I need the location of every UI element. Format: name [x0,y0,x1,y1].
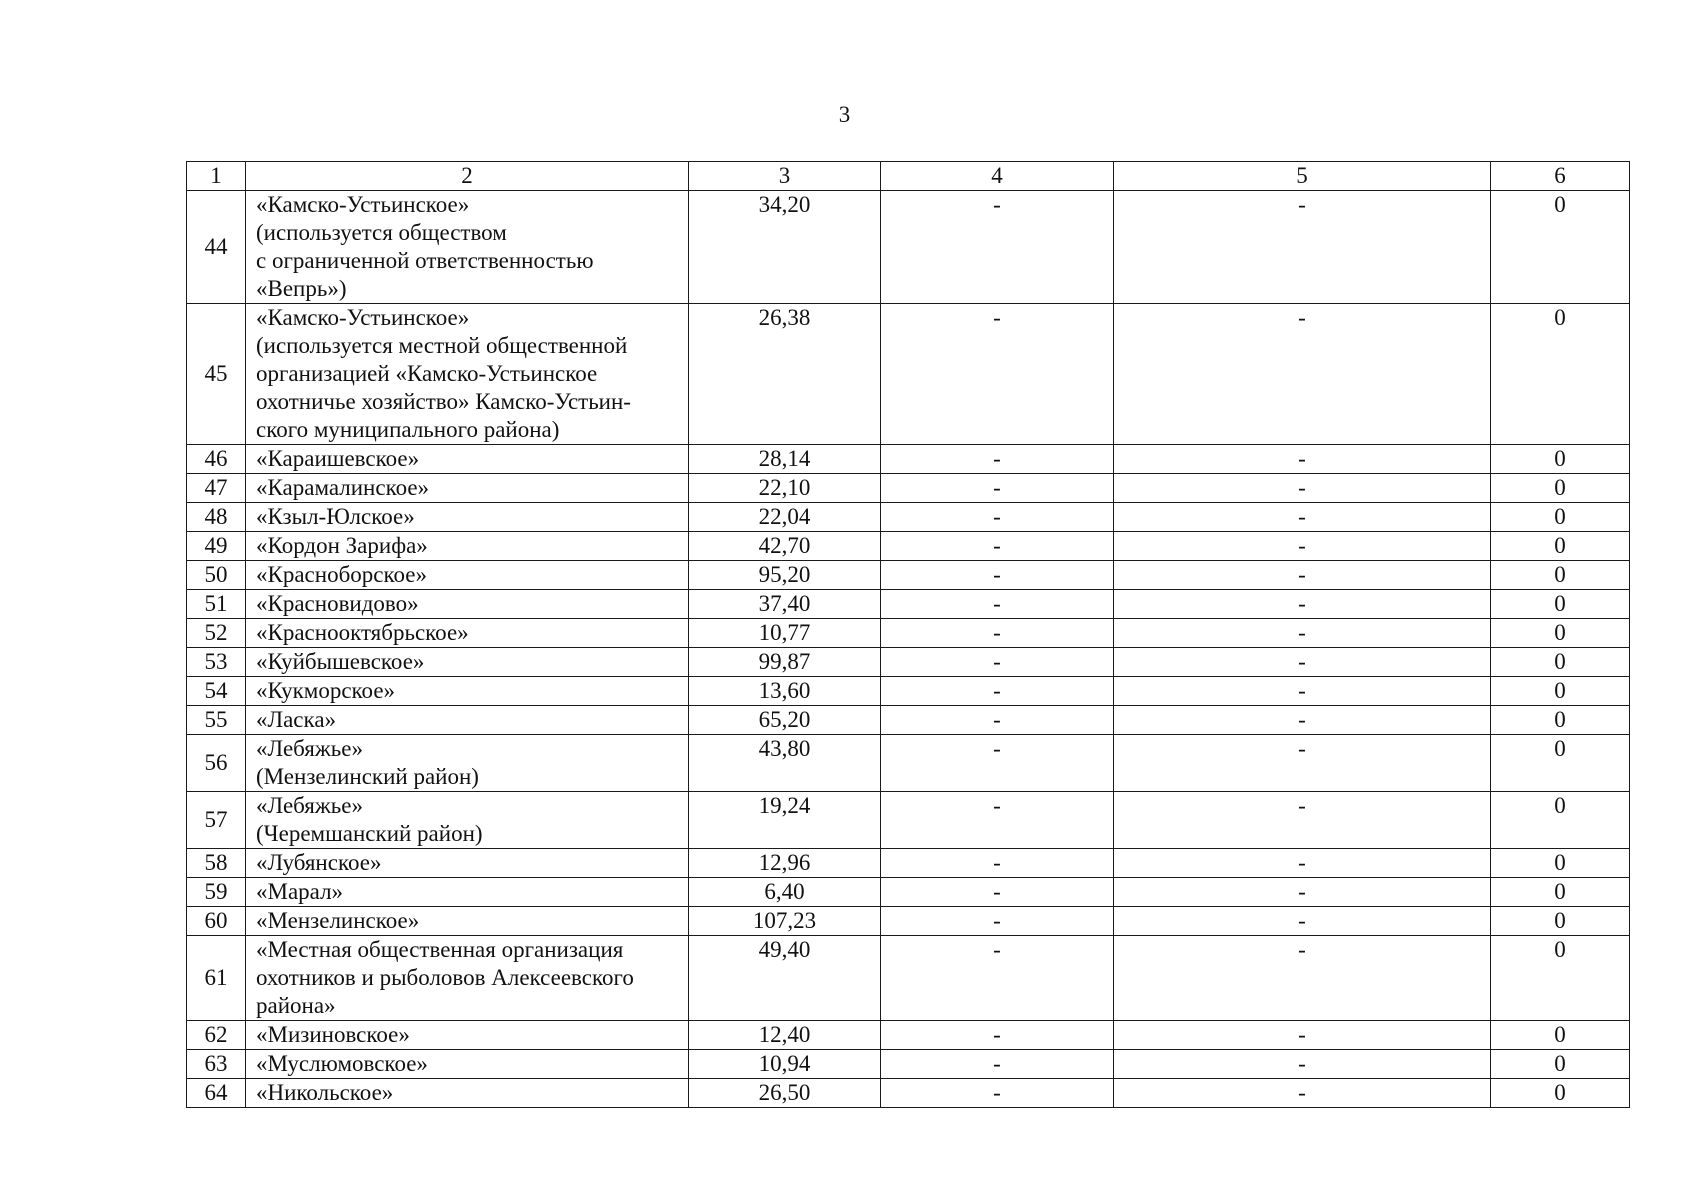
row-number-cell: 49 [187,532,246,561]
table-row [187,648,1630,677]
row-number-cell: 46 [187,445,246,474]
hunting-ground-name-cell [246,792,689,849]
column-4-cell: - [881,677,1114,706]
column-6-cell: 0 [1491,878,1630,907]
column-5-cell: - [1114,304,1491,445]
row-number-cell: 48 [187,503,246,532]
column-5-cell: - [1114,677,1491,706]
column-4-cell: - [881,792,1114,849]
column-6-cell: 0 [1491,445,1630,474]
column-5-cell: - [1114,474,1491,503]
table-row [187,706,1630,735]
table-row [187,1021,1630,1050]
row-number-cell: 62 [187,1021,246,1050]
area-cell: 13,60 [689,677,881,706]
hunting-ground-name-cell [246,648,689,677]
column-5-cell: - [1114,735,1491,792]
area-cell: 26,38 [689,304,881,445]
area-cell: 49,40 [689,936,881,1021]
column-4-cell: - [881,1050,1114,1079]
column-4-cell: - [881,936,1114,1021]
area-cell: 43,80 [689,735,881,792]
name-line: организацией «Камско-Устьинское [256,361,598,386]
name-line: «Куйбышевское» [256,649,425,674]
hunting-ground-name-cell [246,1021,689,1050]
column-5-cell: - [1114,1021,1491,1050]
column-4-cell: - [881,503,1114,532]
row-number-cell: 64 [187,1079,246,1108]
column-header-2: 2 [246,162,689,191]
hunting-ground-name-cell [246,503,689,532]
hunting-grounds-table [186,161,1630,1108]
column-4-cell: - [881,878,1114,907]
name-line: «Лубянское» [256,850,382,875]
name-line: (используется обществом [256,220,507,245]
column-6-cell: 0 [1491,936,1630,1021]
column-6-cell: 0 [1491,1079,1630,1108]
name-line: «Камско-Устьинское» [256,305,470,330]
row-number-cell: 61 [187,936,246,1021]
name-line: (Черемшанский район) [256,821,483,846]
hunting-ground-name-cell [246,590,689,619]
name-line: охотников и рыболовов Алексеевского [256,965,634,990]
column-header-1: 1 [187,162,246,191]
name-line: «Кукморское» [256,678,396,703]
table-row [187,735,1630,792]
table-row [187,936,1630,1021]
name-line: района» [256,993,336,1018]
hunting-ground-name-cell [246,706,689,735]
table-header-row [187,162,1630,191]
area-cell: 42,70 [689,532,881,561]
table-row [187,532,1630,561]
column-4-cell: - [881,532,1114,561]
column-5-cell: - [1114,907,1491,936]
table-row [187,503,1630,532]
row-number-cell: 45 [187,304,246,445]
table-row [187,191,1630,304]
column-4-cell: - [881,561,1114,590]
name-line: «Мензелинское» [256,908,420,933]
column-5-cell: - [1114,1050,1491,1079]
area-cell: 10,94 [689,1050,881,1079]
column-4-cell: - [881,706,1114,735]
area-cell: 19,24 [689,792,881,849]
area-cell: 12,40 [689,1021,881,1050]
hunting-ground-name-cell [246,878,689,907]
column-5-cell: - [1114,792,1491,849]
hunting-ground-name-cell [246,619,689,648]
hunting-ground-name-cell [246,907,689,936]
name-line: «Лебяжье» [256,736,363,761]
name-line: охотничье хозяйство» Камско-Устьин- [256,389,631,414]
hunting-ground-name-cell [246,936,689,1021]
area-cell: 28,14 [689,445,881,474]
name-line: «Караишевское» [256,446,420,471]
area-cell: 26,50 [689,1079,881,1108]
column-header-5: 5 [1114,162,1491,191]
area-cell: 34,20 [689,191,881,304]
column-6-cell: 0 [1491,706,1630,735]
column-5-cell: - [1114,936,1491,1021]
name-line: «Мизиновское» [256,1022,410,1047]
area-cell: 12,96 [689,849,881,878]
table-row [187,677,1630,706]
row-number-cell: 47 [187,474,246,503]
name-line: (используется местной общественной [256,333,628,358]
column-6-cell: 0 [1491,735,1630,792]
column-6-cell: 0 [1491,503,1630,532]
name-line: «Лебяжье» [256,793,363,818]
table-row [187,907,1630,936]
name-line: (Мензелинский район) [256,764,479,789]
row-number-cell: 57 [187,792,246,849]
column-5-cell: - [1114,445,1491,474]
column-6-cell: 0 [1491,1050,1630,1079]
hunting-ground-name-cell [246,561,689,590]
name-line: «Камско-Устьинское» [256,192,470,217]
name-line: «Марал» [256,879,344,904]
column-6-cell: 0 [1491,474,1630,503]
name-line: «Кордон Зарифа» [256,533,428,558]
hunting-ground-name-cell [246,677,689,706]
column-5-cell: - [1114,590,1491,619]
table-row [187,445,1630,474]
column-5-cell: - [1114,878,1491,907]
name-line: «Красновидово» [256,591,419,616]
row-number-cell: 50 [187,561,246,590]
name-line: с ограниченной ответственностью [256,248,594,273]
row-number-cell: 51 [187,590,246,619]
area-cell: 22,04 [689,503,881,532]
column-6-cell: 0 [1491,590,1630,619]
name-line: «Муслюмовское» [256,1051,428,1076]
name-line: «Кзыл-Юлское» [256,504,415,529]
row-number-cell: 59 [187,878,246,907]
name-line: «Вепрь») [256,276,347,301]
column-4-cell: - [881,304,1114,445]
area-cell: 37,40 [689,590,881,619]
hunting-ground-name-cell [246,1079,689,1108]
column-4-cell: - [881,735,1114,792]
row-number-cell: 63 [187,1050,246,1079]
column-5-cell: - [1114,706,1491,735]
table-row [187,590,1630,619]
hunting-ground-name-cell [246,445,689,474]
column-4-cell: - [881,474,1114,503]
column-4-cell: - [881,1079,1114,1108]
hunting-ground-name-cell [246,191,689,304]
column-6-cell: 0 [1491,677,1630,706]
column-6-cell: 0 [1491,532,1630,561]
hunting-ground-name-cell [246,532,689,561]
area-cell: 10,77 [689,619,881,648]
column-5-cell: - [1114,849,1491,878]
column-5-cell: - [1114,532,1491,561]
column-header-4: 4 [881,162,1114,191]
row-number-cell: 58 [187,849,246,878]
name-line: «Никольское» [256,1080,394,1105]
column-6-cell: 0 [1491,619,1630,648]
area-cell: 107,23 [689,907,881,936]
column-header-3: 3 [689,162,881,191]
row-number-cell: 55 [187,706,246,735]
table-row [187,1050,1630,1079]
table-row [187,619,1630,648]
column-5-cell: - [1114,648,1491,677]
table-row [187,304,1630,445]
column-5-cell: - [1114,619,1491,648]
area-cell: 65,20 [689,706,881,735]
column-4-cell: - [881,849,1114,878]
column-4-cell: - [881,590,1114,619]
column-6-cell: 0 [1491,648,1630,677]
table-body [187,162,1630,1108]
table-row [187,878,1630,907]
page-number: 3 [838,102,851,127]
column-4-cell: - [881,619,1114,648]
name-line: «Краснооктябрьское» [256,620,469,645]
row-number-cell: 54 [187,677,246,706]
name-line: «Карамалинское» [256,475,430,500]
table-row [187,849,1630,878]
hunting-ground-name-cell [246,735,689,792]
column-5-cell: - [1114,1079,1491,1108]
hunting-ground-name-cell [246,304,689,445]
hunting-ground-name-cell [246,849,689,878]
column-4-cell: - [881,1021,1114,1050]
name-line: «Ласка» [256,707,337,732]
column-5-cell: - [1114,191,1491,304]
hunting-ground-name-cell [246,474,689,503]
column-6-cell: 0 [1491,792,1630,849]
row-number-cell: 44 [187,191,246,304]
column-6-cell: 0 [1491,849,1630,878]
column-4-cell: - [881,648,1114,677]
column-6-cell: 0 [1491,1021,1630,1050]
area-cell: 22,10 [689,474,881,503]
column-6-cell: 0 [1491,191,1630,304]
area-cell: 95,20 [689,561,881,590]
name-line: «Красноборское» [256,562,427,587]
row-number-cell: 56 [187,735,246,792]
table-row [187,474,1630,503]
row-number-cell: 53 [187,648,246,677]
column-4-cell: - [881,907,1114,936]
name-line: «Местная общественная организация [256,937,624,962]
column-4-cell: - [881,191,1114,304]
column-header-6: 6 [1491,162,1630,191]
column-5-cell: - [1114,561,1491,590]
column-6-cell: 0 [1491,304,1630,445]
hunting-ground-name-cell [246,1050,689,1079]
row-number-cell: 60 [187,907,246,936]
column-4-cell: - [881,445,1114,474]
table-row [187,561,1630,590]
name-line: ского муниципального района) [256,417,560,442]
row-number-cell: 52 [187,619,246,648]
area-cell: 99,87 [689,648,881,677]
column-5-cell: - [1114,503,1491,532]
column-6-cell: 0 [1491,907,1630,936]
table-row [187,1079,1630,1108]
area-cell: 6,40 [689,878,881,907]
table-row [187,792,1630,849]
column-6-cell: 0 [1491,561,1630,590]
